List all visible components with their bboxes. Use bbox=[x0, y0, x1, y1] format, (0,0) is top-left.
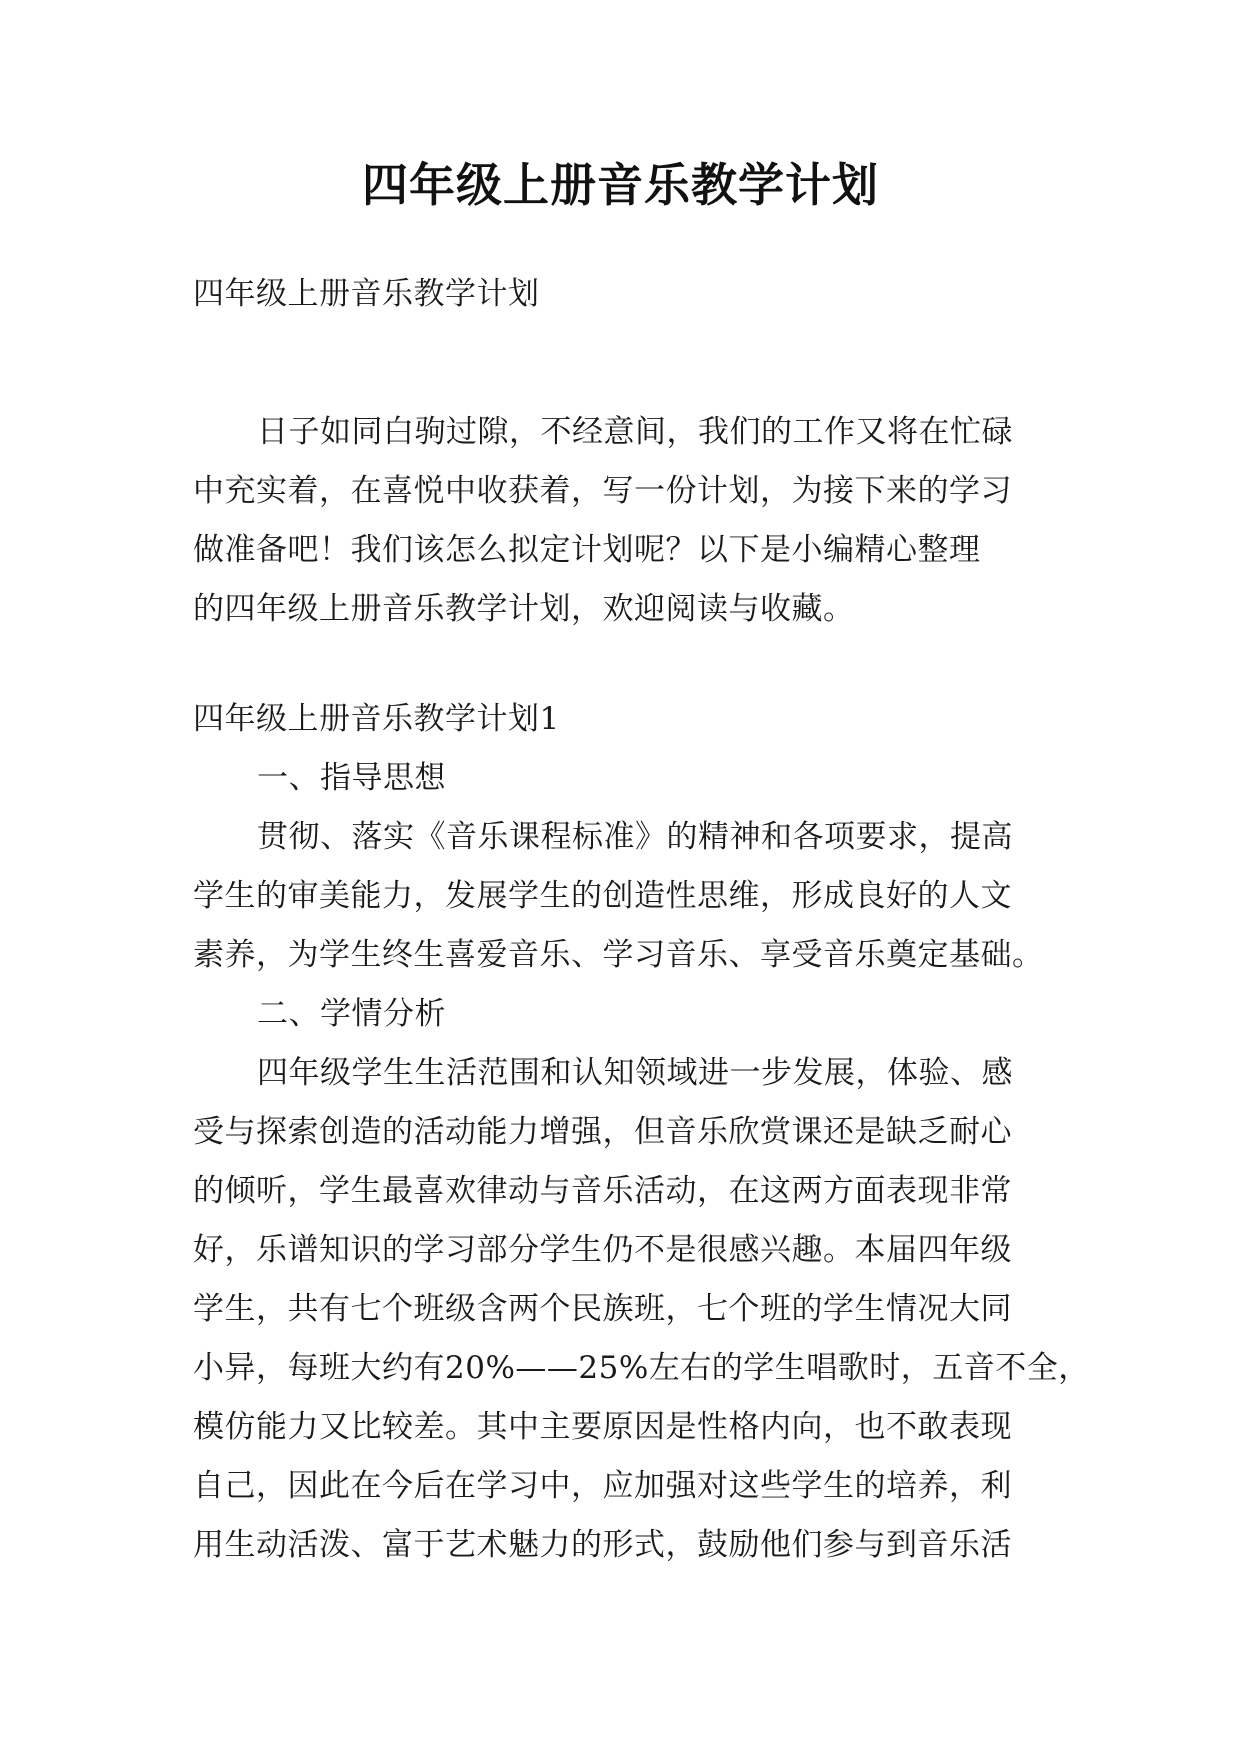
section-line: 自己，因此在今后在学习中，应加强对这些学生的培养，利 bbox=[193, 1468, 1012, 1504]
section-line: 学生的审美能力，发展学生的创造性思维，形成良好的人文 bbox=[193, 878, 1012, 914]
intro-line: 做准备吧！我们该怎么拟定计划呢？以下是小编精心整理 bbox=[193, 532, 981, 568]
section-line: 的倾听，学生最喜欢律动与音乐活动，在这两方面表现非常 bbox=[193, 1173, 1012, 1209]
section-line: 好，乐谱知识的学习部分学生仍不是很感兴趣。本届四年级 bbox=[193, 1232, 1012, 1268]
document-subtitle bbox=[193, 265, 1049, 324]
section-line: 小异，每班大约有20%——25%左右的学生唱歌时，五音不全， bbox=[193, 1350, 1090, 1386]
section-line: 四年级学生生活范围和认知领域进一步发展，体验、感 bbox=[257, 1055, 1013, 1091]
section-line: 用生动活泼、富于艺术魅力的形式，鼓励他们参与到音乐活 bbox=[193, 1527, 1012, 1563]
plan-heading: 四年级上册音乐教学计划1 bbox=[193, 701, 560, 737]
section-line: 学生，共有七个班级含两个民族班，七个班的学生情况大同 bbox=[193, 1291, 1012, 1327]
plan-body bbox=[193, 690, 1090, 1575]
section-line: 受与探索创造的活动能力增强，但音乐欣赏课还是缺乏耐心 bbox=[193, 1114, 1012, 1150]
intro-line: 日子如同白驹过隙，不经意间，我们的工作又将在忙碌 bbox=[257, 414, 1013, 450]
intro-line: 中充实着，在喜悦中收获着，写一份计划，为接下来的学习 bbox=[193, 473, 1012, 509]
section-heading-guiding-thought: 一、指导思想 bbox=[257, 760, 446, 796]
document-title: 四年级上册音乐教学计划 bbox=[362, 158, 879, 212]
intro-line: 的四年级上册音乐教学计划，欢迎阅读与收藏。 bbox=[193, 591, 855, 627]
section-heading-student-analysis: 二、学情分析 bbox=[257, 996, 446, 1032]
subtitle-line: 四年级上册音乐教学计划 bbox=[193, 276, 540, 312]
section-line: 模仿能力又比较差。其中主要原因是性格内向，也不敢表现 bbox=[193, 1409, 1012, 1445]
section-line: 素养，为学生终生喜爱音乐、学习音乐、享受音乐奠定基础。 bbox=[193, 937, 1044, 973]
intro-paragraph bbox=[193, 403, 1049, 639]
section-line: 贯彻、落实《音乐课程标准》的精神和各项要求，提高 bbox=[257, 819, 1013, 855]
